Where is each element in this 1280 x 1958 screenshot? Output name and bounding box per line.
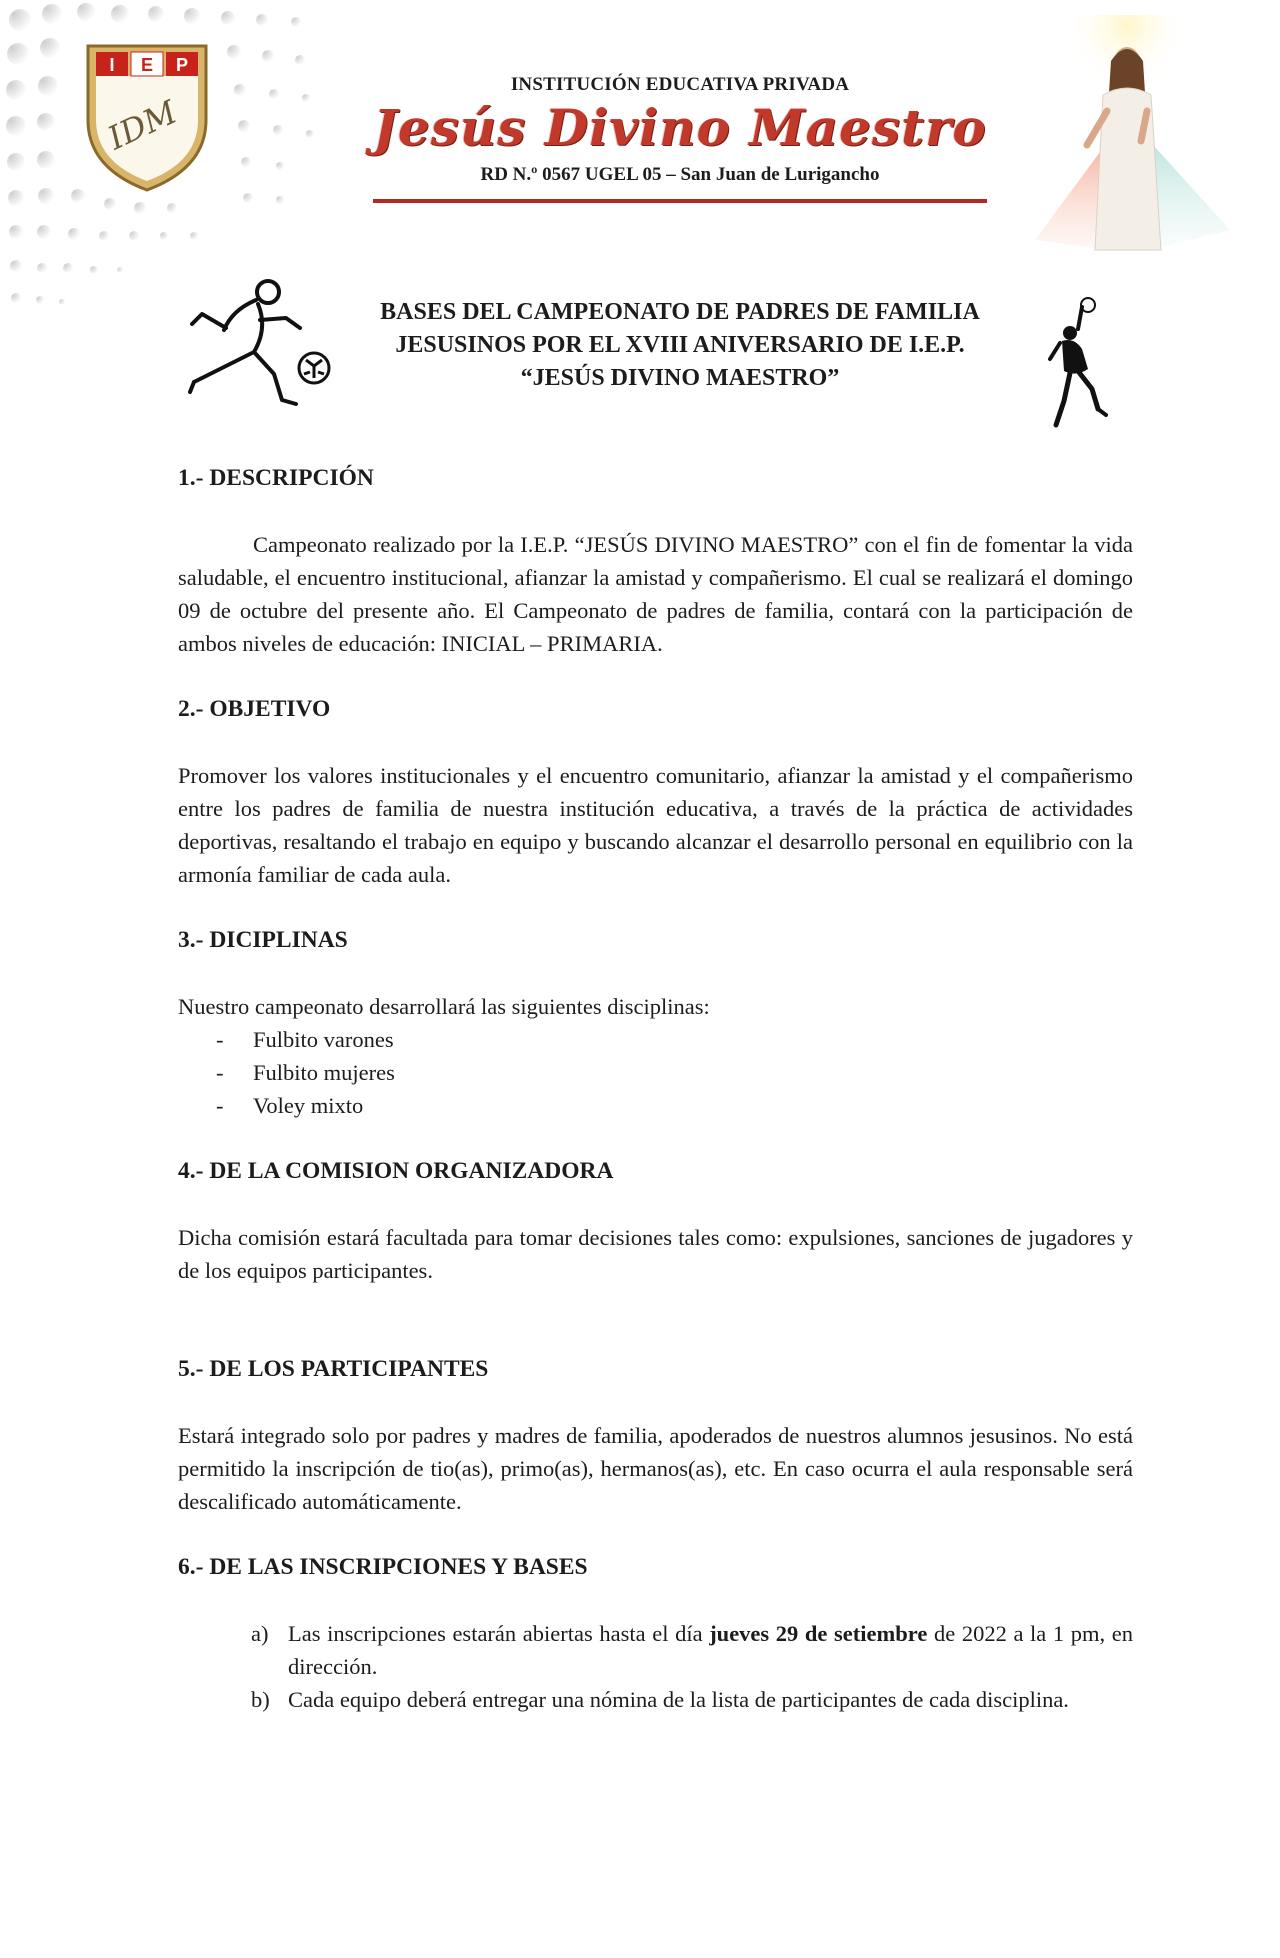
list-item bbox=[251, 1617, 1134, 1683]
school-header bbox=[370, 74, 990, 186]
item-text: Las inscripciones estarán abiertas hasta el día bbox=[288, 1621, 710, 1646]
document-body bbox=[178, 462, 1133, 1716]
title-line: “JESÚS DIVINO MAESTRO” bbox=[520, 365, 840, 391]
section-text-comision: Dicha comisión estará facultada para tomar decisiones tales como: expulsiones, sanciones de jugadores y de los equipos participantes. bbox=[178, 1225, 1133, 1283]
list-marker: b) bbox=[251, 1687, 270, 1712]
header-divider bbox=[373, 199, 987, 203]
section-heading-descripcion: 1.- DESCRIPCIÓN bbox=[178, 465, 374, 491]
section-heading-comision: 4.- DE LA COMISION ORGANIZADORA bbox=[178, 1158, 614, 1184]
disciplinas-intro: Nuestro campeonato desarrollará las siguientes disciplinas: bbox=[178, 994, 710, 1019]
item-text: Cada equipo deberá entregar una nómina de la lista de participantes de cada disciplina. bbox=[288, 1687, 1069, 1712]
deadline-date: jueves 29 de setiembre bbox=[709, 1621, 928, 1646]
section-text-objetivo: Promover los valores institucionales y el encuentro comunitario, afianzar la amistad y el compañerismo entre los padres de familia de nuestra institución educativa, a través de la práctica de actividades deportivas, resaltando el trabajo en equipo y buscando alcanzar el desarrollo personal en equilibrio con la armonía familiar de cada aula. bbox=[178, 763, 1133, 887]
soccer-player-icon bbox=[182, 270, 337, 420]
volleyball-player-icon bbox=[1048, 297, 1118, 437]
section-heading-participantes: 5.- DE LOS PARTICIPANTES bbox=[178, 1356, 489, 1382]
section-text-participantes: Estará integrado solo por padres y madres de familia, apoderados de nuestros alumnos jesusinos. No está permitido la inscripción de tio(as), primo(as), hermanos(as), etc. En caso ocurra el aula responsable será descalificado automáticamente. bbox=[178, 1423, 1133, 1514]
school-shield-logo bbox=[82, 40, 212, 195]
title-line: BASES DEL CAMPEONATO DE PADRES DE FAMILIA bbox=[380, 299, 980, 325]
list-item: - Fulbito mujeres bbox=[178, 1056, 1133, 1089]
logo-monogram: IDM bbox=[102, 92, 183, 158]
title-line: JESUSINOS POR EL XVIII ANIVERSARIO DE I.E.P. bbox=[395, 332, 965, 358]
section-heading-disciplinas: 3.- DICIPLINAS bbox=[178, 927, 348, 953]
disciplinas-list bbox=[178, 1023, 1133, 1122]
resolution-line: RD N.º 0567 UGEL 05 – San Juan de Lurigancho bbox=[480, 164, 880, 185]
list-item: - Fulbito varones bbox=[178, 1023, 1133, 1056]
divine-mercy-image bbox=[1015, 15, 1240, 260]
section-heading-inscripciones: 6.- DE LAS INSCRIPCIONES Y BASES bbox=[178, 1554, 588, 1580]
logo-letter: P bbox=[175, 55, 189, 75]
school-name-logo: Jesús Divino Maestro bbox=[373, 98, 987, 157]
logo-letter: E bbox=[140, 55, 154, 75]
list-item bbox=[251, 1683, 1133, 1716]
document-title bbox=[340, 296, 1020, 395]
list-marker: a) bbox=[251, 1621, 269, 1646]
inscripciones-list bbox=[178, 1617, 1133, 1716]
section-text-descripcion: Campeonato realizado por la I.E.P. “JESÚS DIVINO MAESTRO” con el fin de fomentar la vida saludable, el encuentro institucional, afianzar la amistad y compañerismo. El cual se realizará el domingo 09 de octubre del presente año. El Campeonato de padres de familia, contará con la participación de ambos niveles de educación: INICIAL – PRIMARIA. bbox=[178, 532, 1133, 656]
institution-type: INSTITUCIÓN EDUCATIVA PRIVADA bbox=[510, 74, 850, 95]
list-item: - Voley mixto bbox=[178, 1089, 1133, 1122]
item-text: de 2022 a la 1 pm, en dirección. bbox=[288, 1621, 1134, 1679]
section-heading-objetivo: 2.- OBJETIVO bbox=[178, 696, 331, 722]
logo-letter: I bbox=[109, 55, 115, 75]
